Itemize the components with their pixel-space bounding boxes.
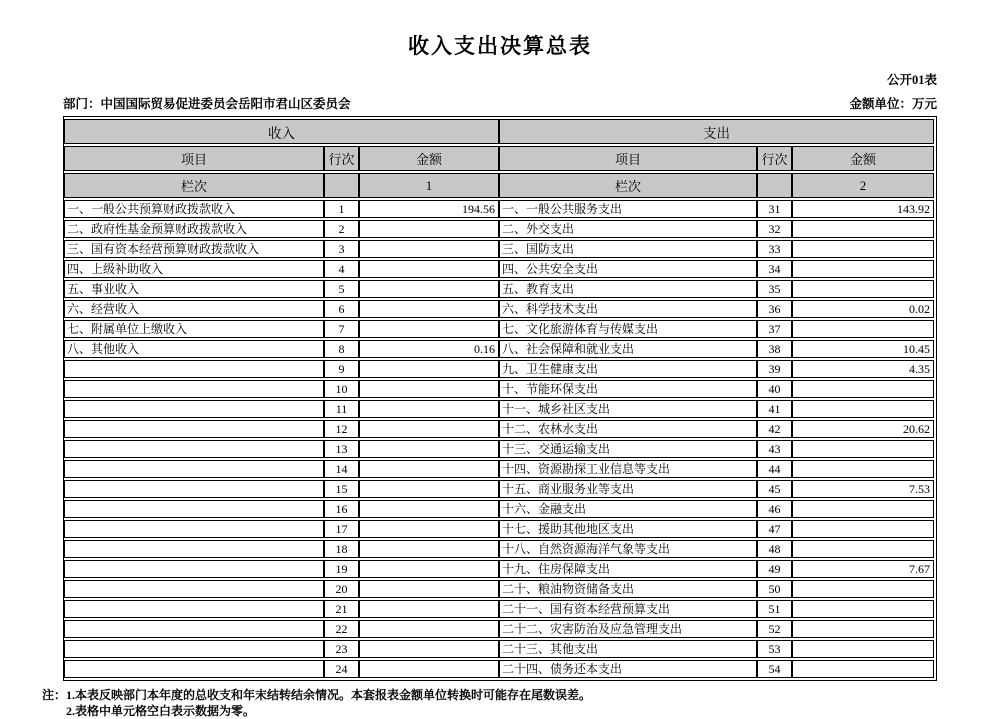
expense-amount-cell: 4.35 — [792, 360, 934, 378]
expense-item-cell: 七、文化旅游体育与传媒支出 — [499, 320, 757, 338]
income-rownum-header: 行次 — [324, 146, 359, 171]
expense-item-cell: 六、科学技术支出 — [499, 300, 757, 318]
expense-amount-cell — [792, 500, 934, 518]
expense-rownum-cell: 31 — [757, 200, 792, 218]
expense-item-cell: 十一、城乡社区支出 — [499, 400, 757, 418]
page-title: 收入支出决算总表 — [408, 34, 592, 58]
income-item-cell — [64, 500, 324, 518]
expense-amount-cell: 20.62 — [792, 420, 934, 438]
income-item-cell: 一、一般公共预算财政拨款收入 — [64, 200, 324, 218]
income-amount-cell — [359, 480, 499, 498]
income-item-cell — [64, 520, 324, 538]
expense-amount-cell — [792, 320, 934, 338]
expense-item-cell: 十六、金融支出 — [499, 500, 757, 518]
expense-item-cell: 四、公共安全支出 — [499, 260, 757, 278]
expense-amount-cell — [792, 540, 934, 558]
expense-rownum-cell: 35 — [757, 280, 792, 298]
income-rownum-cell: 10 — [324, 380, 359, 398]
income-amount-cell — [359, 320, 499, 338]
expense-amount-cell — [792, 400, 934, 418]
expense-item-cell: 八、社会保障和就业支出 — [499, 340, 757, 358]
section-header-row — [64, 119, 934, 144]
expense-item-cell: 九、卫生健康支出 — [499, 360, 757, 378]
income-rownum-cell: 3 — [324, 240, 359, 258]
department-label: 部门：中国国际贸易促进委员会岳阳市君山区委员会 — [63, 97, 351, 111]
income-amount-cell — [359, 260, 499, 278]
expense-rownum-cell: 44 — [757, 460, 792, 478]
income-rownum-cell: 2 — [324, 220, 359, 238]
income-item-cell: 五、事业收入 — [64, 280, 324, 298]
expense-item-cell: 十七、援助其他地区支出 — [499, 520, 757, 538]
income-item-cell — [64, 480, 324, 498]
table-row — [64, 500, 934, 518]
expense-amount-cell — [792, 580, 934, 598]
income-rownum-cell: 24 — [324, 660, 359, 678]
income-rownum-cell: 1 — [324, 200, 359, 218]
income-rownum-cell: 21 — [324, 600, 359, 618]
expense-item-cell: 三、国防支出 — [499, 240, 757, 258]
expense-rownum-cell: 34 — [757, 260, 792, 278]
income-rownum-cell: 11 — [324, 400, 359, 418]
expense-item-cell: 二十三、其他支出 — [499, 640, 757, 658]
income-amount-cell — [359, 240, 499, 258]
table-row — [64, 400, 934, 418]
expense-amount-cell — [792, 460, 934, 478]
table-row — [64, 200, 934, 218]
expense-item-cell: 一、一般公共服务支出 — [499, 200, 757, 218]
expense-item-cell: 二十四、债务还本支出 — [499, 660, 757, 678]
income-item-cell — [64, 400, 324, 418]
table-row — [64, 260, 934, 278]
table-row — [64, 560, 934, 578]
expense-rownum-cell: 41 — [757, 400, 792, 418]
income-item-cell — [64, 380, 324, 398]
income-rownum-cell: 20 — [324, 580, 359, 598]
expense-rownum-blank — [757, 173, 792, 198]
table-row — [64, 380, 934, 398]
table-row — [64, 620, 934, 638]
income-item-cell: 三、国有资本经营预算财政拨款收入 — [64, 240, 324, 258]
expense-amount-header: 金额 — [792, 146, 934, 171]
expense-rownum-cell: 38 — [757, 340, 792, 358]
income-amount-cell — [359, 280, 499, 298]
income-rownum-cell: 17 — [324, 520, 359, 538]
table-row — [64, 300, 934, 318]
expense-item-cell: 十八、自然资源海洋气象等支出 — [499, 540, 757, 558]
expense-item-cell: 十、节能环保支出 — [499, 380, 757, 398]
income-amount-cell — [359, 560, 499, 578]
income-item-cell: 六、经营收入 — [64, 300, 324, 318]
table-row — [64, 320, 934, 338]
expense-item-cell: 十九、住房保障支出 — [499, 560, 757, 578]
income-amount-cell — [359, 220, 499, 238]
table-row — [64, 280, 934, 298]
expense-rownum-cell: 50 — [757, 580, 792, 598]
expense-amount-cell: 7.53 — [792, 480, 934, 498]
income-section-header: 收入 — [64, 119, 499, 144]
expense-item-cell: 二十、粮油物资储备支出 — [499, 580, 757, 598]
income-item-cell — [64, 420, 324, 438]
table-row — [64, 640, 934, 658]
income-item-cell — [64, 560, 324, 578]
footnote-line-2: 2.表格中单元格空白表示数据为零。 — [66, 704, 256, 718]
table-row — [64, 540, 934, 558]
expense-amount-cell — [792, 240, 934, 258]
income-amount-cell — [359, 360, 499, 378]
table-row — [64, 240, 934, 258]
income-rownum-cell: 18 — [324, 540, 359, 558]
income-amount-cell — [359, 440, 499, 458]
table-row — [64, 660, 934, 678]
expense-amount-cell — [792, 660, 934, 678]
income-amount-header: 金额 — [359, 146, 499, 171]
expense-amount-cell — [792, 620, 934, 638]
expense-item-cell: 五、教育支出 — [499, 280, 757, 298]
income-amount-cell — [359, 380, 499, 398]
income-column-index: 1 — [359, 173, 499, 198]
expense-item-cell: 十五、商业服务业等支出 — [499, 480, 757, 498]
expense-amount-cell: 7.67 — [792, 560, 934, 578]
column-header-row — [64, 146, 934, 171]
expense-column-index: 2 — [792, 173, 934, 198]
expense-amount-cell: 10.45 — [792, 340, 934, 358]
income-amount-cell — [359, 520, 499, 538]
expense-column-index-label: 栏次 — [499, 173, 757, 198]
income-item-cell: 二、政府性基金预算财政拨款收入 — [64, 220, 324, 238]
expense-item-cell: 十二、农林水支出 — [499, 420, 757, 438]
table-row — [64, 340, 934, 358]
income-rownum-cell: 8 — [324, 340, 359, 358]
income-item-cell — [64, 620, 324, 638]
income-item-cell — [64, 460, 324, 478]
summary-table — [63, 116, 937, 681]
income-item-cell: 七、附属单位上缴收入 — [64, 320, 324, 338]
expense-amount-cell — [792, 220, 934, 238]
income-item-cell — [64, 580, 324, 598]
expense-rownum-cell: 43 — [757, 440, 792, 458]
expense-rownum-cell: 54 — [757, 660, 792, 678]
expense-rownum-cell: 47 — [757, 520, 792, 538]
expense-section-header: 支出 — [499, 119, 934, 144]
table-body — [64, 200, 934, 678]
income-item-header: 项目 — [64, 146, 324, 171]
expense-rownum-header: 行次 — [757, 146, 792, 171]
expense-rownum-cell: 49 — [757, 560, 792, 578]
income-item-cell — [64, 540, 324, 558]
income-amount-cell — [359, 660, 499, 678]
income-rownum-cell: 4 — [324, 260, 359, 278]
expense-rownum-cell: 36 — [757, 300, 792, 318]
expense-item-cell: 二十二、灾害防治及应急管理支出 — [499, 620, 757, 638]
expense-amount-cell: 143.92 — [792, 200, 934, 218]
expense-amount-cell — [792, 280, 934, 298]
income-amount-cell — [359, 580, 499, 598]
meta-row — [63, 94, 937, 112]
footnote-line-1: 1.本表反映部门本年度的总收支和年末结转结余情况。本套报表金额单位转换时可能存在尾数误差。 — [66, 688, 592, 702]
expense-amount-cell: 0.02 — [792, 300, 934, 318]
income-rownum-cell: 5 — [324, 280, 359, 298]
expense-item-cell: 二十一、国有资本经营预算支出 — [499, 600, 757, 618]
income-item-cell — [64, 440, 324, 458]
expense-rownum-cell: 46 — [757, 500, 792, 518]
expense-rownum-cell: 52 — [757, 620, 792, 638]
expense-rownum-cell: 32 — [757, 220, 792, 238]
expense-rownum-cell: 39 — [757, 360, 792, 378]
expense-rownum-cell: 51 — [757, 600, 792, 618]
table-row — [64, 440, 934, 458]
expense-rownum-cell: 45 — [757, 480, 792, 498]
income-rownum-blank — [324, 173, 359, 198]
income-rownum-cell: 19 — [324, 560, 359, 578]
income-item-cell: 四、上级补助收入 — [64, 260, 324, 278]
income-amount-cell — [359, 460, 499, 478]
table-row — [64, 520, 934, 538]
income-amount-cell — [359, 400, 499, 418]
income-amount-cell: 0.16 — [359, 340, 499, 358]
income-rownum-cell: 23 — [324, 640, 359, 658]
income-rownum-cell: 6 — [324, 300, 359, 318]
income-amount-cell — [359, 420, 499, 438]
expense-amount-cell — [792, 380, 934, 398]
expense-amount-cell — [792, 260, 934, 278]
income-rownum-cell: 9 — [324, 360, 359, 378]
income-item-cell — [64, 660, 324, 678]
amount-unit-label: 金额单位：万元 — [849, 97, 937, 111]
income-item-cell: 八、其他收入 — [64, 340, 324, 358]
table-row — [64, 220, 934, 238]
income-amount-cell — [359, 640, 499, 658]
expense-rownum-cell: 33 — [757, 240, 792, 258]
table-row — [64, 360, 934, 378]
footnote-prefix: 注： — [42, 688, 67, 702]
income-rownum-cell: 7 — [324, 320, 359, 338]
expense-rownum-cell: 42 — [757, 420, 792, 438]
expense-rownum-cell: 40 — [757, 380, 792, 398]
table-row — [64, 460, 934, 478]
footnotes — [42, 687, 1000, 719]
income-rownum-cell: 14 — [324, 460, 359, 478]
expense-amount-cell — [792, 440, 934, 458]
income-rownum-cell: 12 — [324, 420, 359, 438]
expense-item-cell: 十四、资源勘探工业信息等支出 — [499, 460, 757, 478]
footnote-lines — [66, 687, 591, 719]
table-row — [64, 480, 934, 498]
expense-rownum-cell: 53 — [757, 640, 792, 658]
income-column-index-label: 栏次 — [64, 173, 324, 198]
expense-rownum-cell: 48 — [757, 540, 792, 558]
income-rownum-cell: 22 — [324, 620, 359, 638]
expense-amount-cell — [792, 640, 934, 658]
expense-amount-cell — [792, 520, 934, 538]
income-item-cell — [64, 360, 324, 378]
income-amount-cell — [359, 600, 499, 618]
income-amount-cell — [359, 540, 499, 558]
expense-item-cell: 二、外交支出 — [499, 220, 757, 238]
income-amount-cell — [359, 620, 499, 638]
income-rownum-cell: 13 — [324, 440, 359, 458]
income-item-cell — [64, 640, 324, 658]
table-code-label: 公开01表 — [886, 73, 937, 87]
income-rownum-cell: 15 — [324, 480, 359, 498]
expense-item-cell: 十三、交通运输支出 — [499, 440, 757, 458]
table-row — [64, 600, 934, 618]
income-item-cell — [64, 600, 324, 618]
expense-item-header: 项目 — [499, 146, 757, 171]
expense-rownum-cell: 37 — [757, 320, 792, 338]
income-amount-cell — [359, 300, 499, 318]
income-amount-cell: 194.56 — [359, 200, 499, 218]
column-index-row — [64, 173, 934, 198]
income-amount-cell — [359, 500, 499, 518]
expense-amount-cell — [792, 600, 934, 618]
income-rownum-cell: 16 — [324, 500, 359, 518]
table-row — [64, 580, 934, 598]
table-row — [64, 420, 934, 438]
